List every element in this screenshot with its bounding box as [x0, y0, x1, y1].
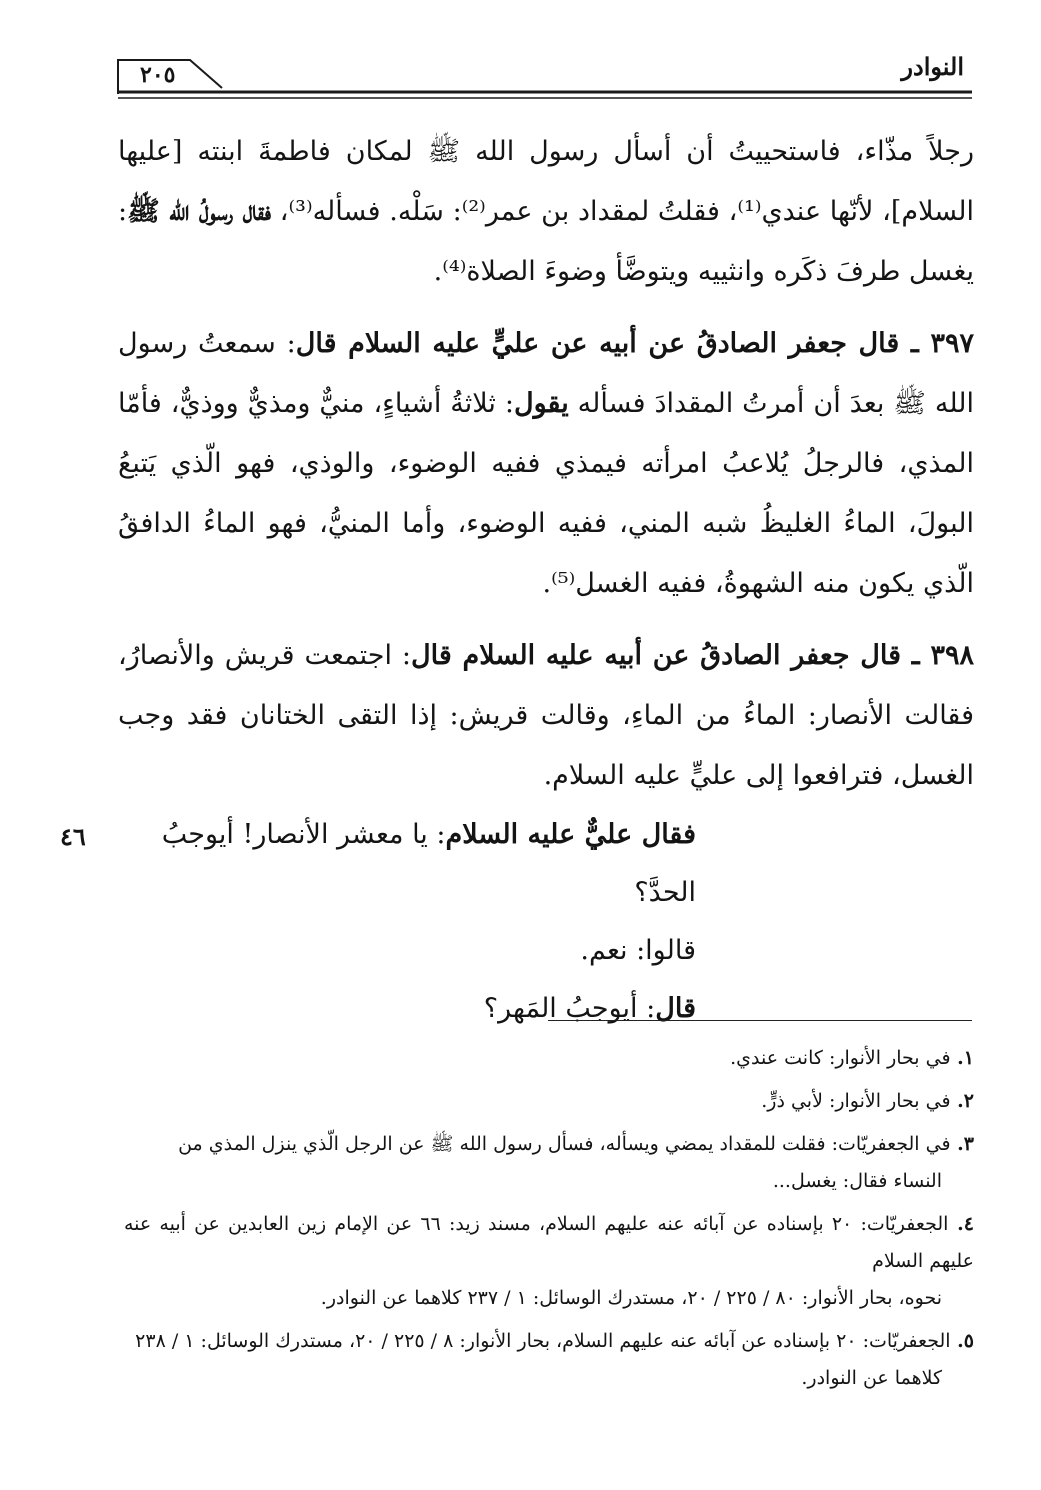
footnote-text: في بحار الأنوار: كانت عندي. [730, 1047, 951, 1069]
paragraph-run: ⁽⁴⁾ [442, 256, 467, 287]
running-header-title: النوادر [901, 52, 964, 81]
footnote [124, 1323, 974, 1397]
dialog-run: : يا معشر الأنصار! أيوجبُ الحدَّ؟ [161, 819, 696, 908]
footnote-separator [548, 1020, 972, 1021]
footnote-number: ٣. [950, 1133, 974, 1155]
dialog-line [118, 806, 974, 922]
dialog-run: فقال عليٌّ عليه السلام [445, 819, 696, 850]
footnote-number: ١. [950, 1047, 974, 1069]
header-rule [0, 0, 1041, 110]
paragraph-run: ⁽⁵⁾ [551, 568, 576, 599]
footnote [124, 1206, 974, 1317]
dialog-run: : أيوجبُ المَهر؟ [483, 993, 656, 1024]
footnote-number: ٢. [950, 1090, 974, 1112]
paragraph-run: . [433, 256, 443, 287]
paragraph-run: فقال رسولُ الله ﷺ [127, 196, 271, 227]
footnote-text: الجعفريّات: ٢٠ بإسناده عن آبائه عنه عليهم السلام، بحار الأنوار: ٨ / ٢٢٥ / ٢٠، مستدرك الوسائل: ١ / ٢٣٨ [135, 1330, 951, 1352]
paragraph-run: : سمعتُ رسول الله ﷺ بعدَ أن أمرتُ المقدادَ فسأله [118, 328, 974, 419]
margin-reference-number: ٤٦ [60, 822, 86, 851]
paragraph-gap [118, 302, 974, 314]
paragraph-run: ٣٩٧ ـ قال جعفر الصادقُ عن أبيه عن عليٍّ عليه السلام قال [295, 328, 974, 359]
paragraph [118, 314, 974, 614]
paragraph-run: ⁽²⁾ [461, 196, 486, 227]
paragraph-run: ، فقلتُ لمقداد بن عمر [485, 196, 738, 227]
dialog-run: قالوا: نعم. [580, 935, 696, 966]
paragraph-run: رجلاً مذّاء، فاستحييتُ أن أسأل رسول الله ﷺ لمكان فاطمةَ ابنته [عليها السلام]، لأنّها عندي [118, 136, 975, 227]
footnote-continuation: نحوه، بحار الأنوار: ٨٠ / ٢٢٥ / ٢٠، مستدرك الوسائل: ١ / ٢٣٧ كلاهما عن النوادر. [320, 1287, 942, 1309]
footnote [124, 1083, 974, 1120]
paragraph [118, 626, 974, 806]
footnote-number: ٤. [948, 1213, 974, 1235]
paragraph-run: يقول [513, 388, 569, 419]
dialog-lines [118, 806, 974, 1038]
footnote-continuation: النساء فقال: يغسل... [772, 1170, 942, 1192]
footnote-text: في الجعفريّات: فقلت للمقداد يمضي ويسأله، فسأل رسول الله ﷺ عن الرجل الّذي ينزل المذي من [178, 1133, 951, 1155]
dialog-line [118, 922, 974, 980]
paragraph-run: : ثلاثةُ أشياءٍ، منيٌّ ومذيٌّ ووذيٌّ، فأمّا المذي، فالرجلُ يُلاعبُ امرأته فيمذي ففيه الوضوء، والوذي، فهو الّذي يَتبعُ البولَ، الماءُ الغليظُ شبه المني، ففيه الوضوء، وأما المنيُّ، فهو الماءُ الدافقُ الّذي يكون منه الشهوةُ، ففيه الغسل [118, 388, 974, 599]
footnote-number: ٥. [950, 1330, 974, 1352]
footnote-text: الجعفريّات: ٢٠ بإسناده عن آبائه عنه عليهم السلام، مسند زيد: ٦٦ عن الإمام زين العابدين عن أبيه عنه عليهم السلام [124, 1213, 974, 1272]
paragraph-gap [118, 614, 974, 626]
paragraph-run: ⁽³⁾ [288, 196, 313, 227]
page-number: ٢٠٥ [140, 62, 176, 88]
paragraph-run: ، [271, 196, 289, 227]
footnotes [124, 1040, 974, 1403]
paragraph-run: : سَلْه. فسأله [312, 196, 462, 227]
paragraph-run: ⁽¹⁾ [737, 196, 762, 227]
footnote [124, 1126, 974, 1200]
paragraphs [118, 122, 974, 806]
paragraph-run: : يغسل طرفَ ذكَره وانثييه ويتوضَّأ وضوءَ الصلاة [118, 196, 974, 287]
paragraph [118, 122, 974, 302]
paragraph-run: ٣٩٨ ـ قال جعفر الصادقُ عن أبيه عليه السلام قال [411, 640, 974, 671]
dialog-line [118, 980, 974, 1038]
paragraph-run: : اجتمعت قريش والأنصارُ، فقالت الأنصار: الماءُ من الماءِ، وقالت قريش: إذا التقى الختانان فقد وجب الغسل، فترافعوا إلى عليٍّ عليه السلام. [118, 640, 974, 791]
footnote [124, 1040, 974, 1077]
footnote-continuation: كلاهما عن النوادر. [801, 1367, 942, 1389]
dialog-run: قال [655, 993, 696, 1024]
main-text [118, 122, 974, 1038]
footnote-text: في بحار الأنوار: لأبي ذرٍّ. [761, 1090, 951, 1112]
paragraph-run: . [542, 568, 552, 599]
